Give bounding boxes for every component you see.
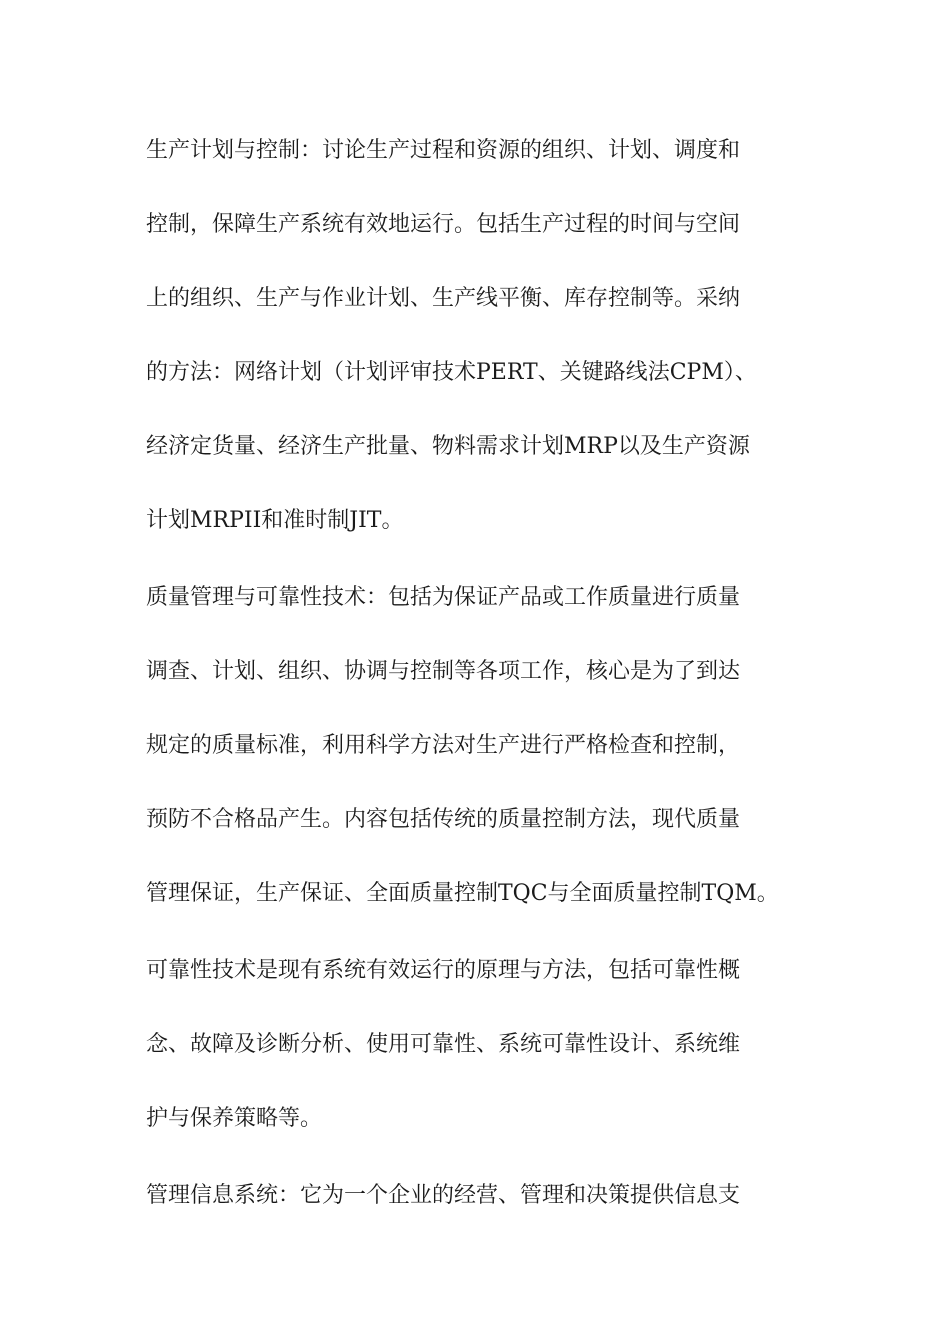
text-line: 质量管理与可靠性技术：包括为保证产品或工作质量进行质量 bbox=[146, 585, 741, 610]
text-line: 计划MRPII和准时制JIT。 bbox=[146, 508, 404, 533]
text-line: 念、故障及诊断分析、使用可靠性、系统可靠性设计、系统维 bbox=[146, 1032, 741, 1057]
text-line: 上的组织、生产与作业计划、生产线平衡、库存控制等。采纳 bbox=[146, 286, 741, 311]
text-line: 的方法：网络计划（计划评审技术PERT、关键路线法CPM）、 bbox=[146, 360, 757, 385]
text-line: 预防不合格品产生。内容包括传统的质量控制方法，现代质量 bbox=[146, 807, 741, 832]
text-line: 规定的质量标准，利用科学方法对生产进行严格检查和控制， bbox=[146, 733, 741, 758]
text-line: 可靠性技术是现有系统有效运行的原理与方法，包括可靠性概 bbox=[146, 958, 741, 983]
text-line: 调查、计划、组织、协调与控制等各项工作，核心是为了到达 bbox=[146, 659, 741, 684]
text-line: 生产计划与控制：讨论生产过程和资源的组织、计划、调度和 bbox=[146, 138, 741, 163]
text-line: 管理信息系统：它为一个企业的经营、管理和决策提供信息支 bbox=[146, 1183, 741, 1208]
text-line: 护与保养策略等。 bbox=[146, 1106, 323, 1131]
text-line: 经济定货量、经济生产批量、物料需求计划MRP以及生产资源 bbox=[146, 434, 750, 459]
text-line: 控制，保障生产系统有效地运行。包括生产过程的时间与空间 bbox=[146, 212, 741, 237]
text-line: 管理保证，生产保证、全面质量控制TQC与全面质量控制TQM。 bbox=[146, 881, 779, 906]
